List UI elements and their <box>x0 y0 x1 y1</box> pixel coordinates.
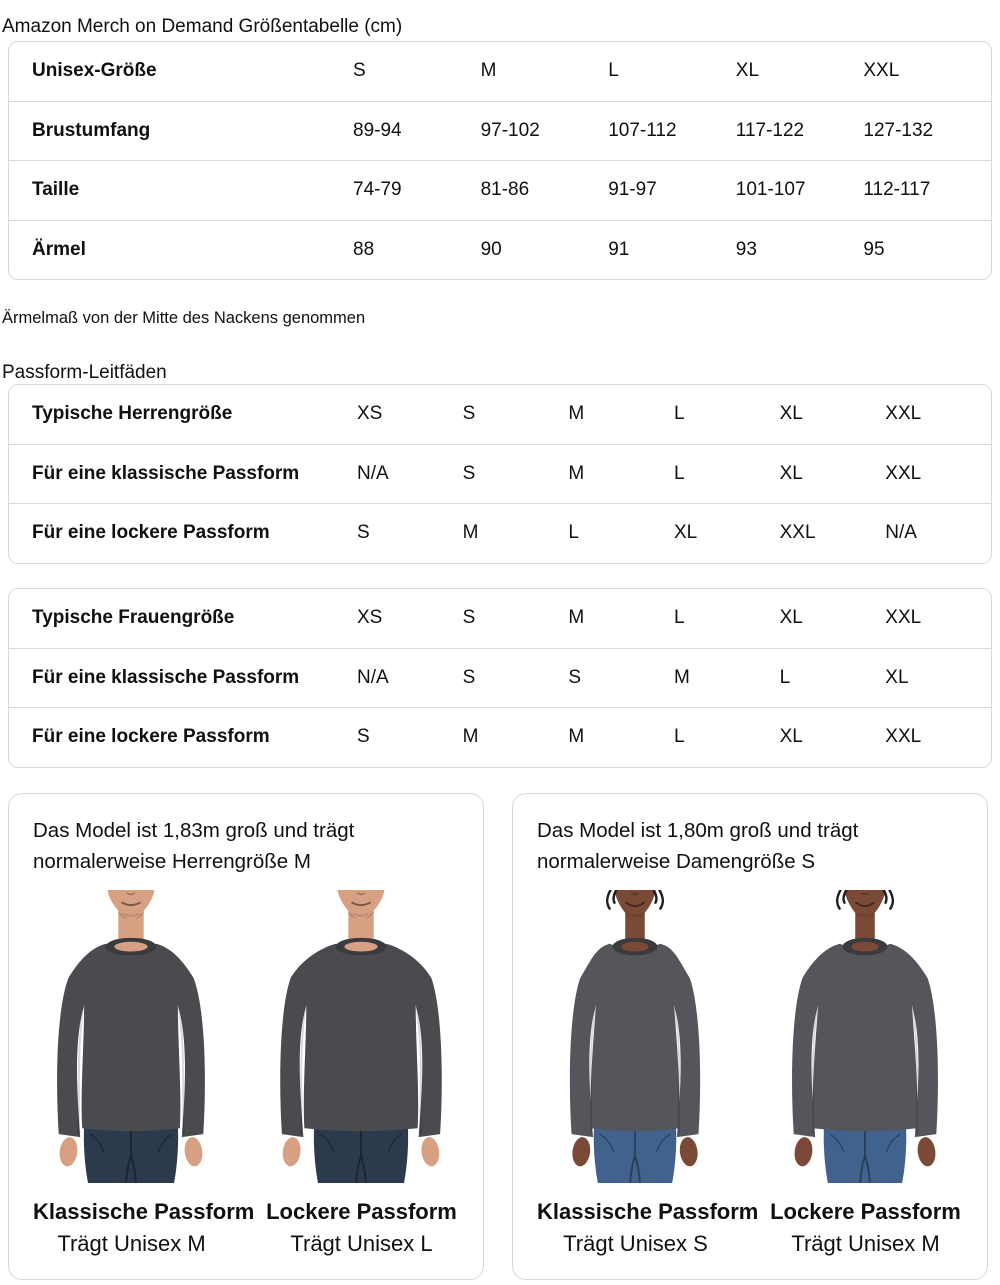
value-cell: M <box>568 403 585 425</box>
value-cell: S <box>357 504 463 563</box>
table-row <box>9 589 991 648</box>
value-cell: L <box>674 708 780 767</box>
womens-model-description: Das Model ist 1,80m groß und trägt normalerweise Damengröße S <box>537 819 859 873</box>
value-cell: XS <box>357 607 383 629</box>
value-cell: 95 <box>863 220 991 279</box>
row-label: Für eine klassische Passform <box>9 648 357 708</box>
table-row <box>9 161 991 221</box>
value-cell: 107-112 <box>608 101 736 161</box>
mens-model-description: Das Model ist 1,83m groß und trägt normalerweise Herrengröße M <box>33 819 355 873</box>
value-cell: XS <box>357 403 383 425</box>
value-cell: M <box>674 648 780 708</box>
fit-label: Lockere Passform <box>266 1199 457 1224</box>
size-label: Trägt Unisex S <box>563 1231 708 1256</box>
value-cell: 88 <box>353 220 481 279</box>
male-model-loose-fit-photo <box>275 890 447 1183</box>
figure-caption <box>33 1197 255 1260</box>
table-row <box>9 444 991 504</box>
value-cell: XL <box>735 60 760 82</box>
fit-label: Lockere Passform <box>770 1199 961 1224</box>
table-row <box>9 385 991 444</box>
size-label: Trägt Unisex M <box>57 1231 206 1256</box>
value-cell: XXL <box>885 607 922 629</box>
row-label: Typische Frauengröße <box>32 607 235 629</box>
womens-fit-table <box>8 588 992 768</box>
value-cell: S <box>462 607 476 629</box>
value-cell: S <box>357 708 463 767</box>
table-row <box>9 42 991 101</box>
value-cell: 112-117 <box>863 161 991 221</box>
value-cell: M <box>568 444 674 504</box>
row-label: Taille <box>9 161 353 221</box>
value-cell: 101-107 <box>736 161 864 221</box>
table-row <box>9 504 991 563</box>
fit-label: Klassische Passform <box>537 1199 759 1224</box>
mens-model-card <box>8 793 484 1280</box>
fit-guides-heading: Passform-Leitfäden <box>2 361 167 383</box>
value-cell: N/A <box>885 504 991 563</box>
value-cell: 89-94 <box>353 101 481 161</box>
figure-caption <box>537 1197 759 1260</box>
female-model-classic-fit-photo <box>549 890 721 1183</box>
row-label: Ärmel <box>9 220 353 279</box>
value-cell: S <box>568 648 674 708</box>
value-cell: 127-132 <box>863 101 991 161</box>
value-cell: XXL <box>780 504 886 563</box>
row-label: Für eine klassische Passform <box>9 444 357 504</box>
sleeve-measure-note: Ärmelmaß von der Mitte des Nackens genommen <box>2 308 366 327</box>
value-cell: XL <box>779 607 803 629</box>
value-cell: L <box>780 648 886 708</box>
value-cell: 91 <box>608 220 736 279</box>
value-cell: M <box>568 607 585 629</box>
table-row <box>9 220 991 279</box>
row-label: Typische Herrengröße <box>32 403 233 425</box>
value-cell: 91-97 <box>608 161 736 221</box>
mens-model-photos <box>33 890 459 1183</box>
row-label: Brustumfang <box>9 101 353 161</box>
figure-caption <box>768 1197 963 1260</box>
value-cell: L <box>568 504 674 563</box>
value-cell: M <box>568 708 674 767</box>
value-cell: XXL <box>885 708 991 767</box>
unisex-size-table <box>8 41 992 280</box>
female-model-loose-fit-photo <box>779 890 951 1183</box>
value-cell: XL <box>779 403 803 425</box>
value-cell: 81-86 <box>481 161 609 221</box>
mens-fit-table <box>8 384 992 564</box>
value-cell: 117-122 <box>736 101 864 161</box>
value-cell: 74-79 <box>353 161 481 221</box>
value-cell: L <box>608 60 619 82</box>
value-cell: 90 <box>481 220 609 279</box>
value-cell: S <box>462 403 476 425</box>
fit-label: Klassische Passform <box>33 1199 255 1224</box>
page-title: Amazon Merch on Demand Größentabelle (cm) <box>2 15 403 37</box>
male-model-classic-fit-photo <box>45 890 217 1183</box>
value-cell: XXL <box>885 444 991 504</box>
value-cell: M <box>480 60 497 82</box>
figure-caption <box>264 1197 459 1260</box>
value-cell: S <box>463 648 569 708</box>
value-cell: M <box>463 504 569 563</box>
value-cell: XXL <box>885 403 922 425</box>
value-cell: N/A <box>357 444 463 504</box>
value-cell: S <box>463 444 569 504</box>
mens-photo-captions <box>33 1197 459 1260</box>
value-cell: XL <box>674 504 780 563</box>
value-cell: M <box>463 708 569 767</box>
value-cell: 93 <box>736 220 864 279</box>
size-label: Trägt Unisex L <box>290 1231 433 1256</box>
womens-photo-captions <box>537 1197 963 1260</box>
value-cell: S <box>353 60 366 82</box>
value-cell: XL <box>780 444 886 504</box>
womens-model-card <box>512 793 988 1280</box>
value-cell: L <box>674 444 780 504</box>
value-cell: XL <box>780 708 886 767</box>
row-label: Für eine lockere Passform <box>9 504 357 563</box>
womens-model-photos <box>537 890 963 1183</box>
value-cell: XL <box>885 648 991 708</box>
table-row <box>9 708 991 767</box>
value-cell: L <box>673 607 685 629</box>
table-row <box>9 648 991 708</box>
value-cell: N/A <box>357 648 463 708</box>
size-label: Trägt Unisex M <box>791 1231 940 1256</box>
value-cell: XXL <box>863 60 900 82</box>
value-cell: 97-102 <box>481 101 609 161</box>
table-row <box>9 101 991 161</box>
row-label: Unisex-Größe <box>32 60 157 82</box>
value-cell: L <box>673 403 685 425</box>
row-label: Für eine lockere Passform <box>9 708 357 767</box>
